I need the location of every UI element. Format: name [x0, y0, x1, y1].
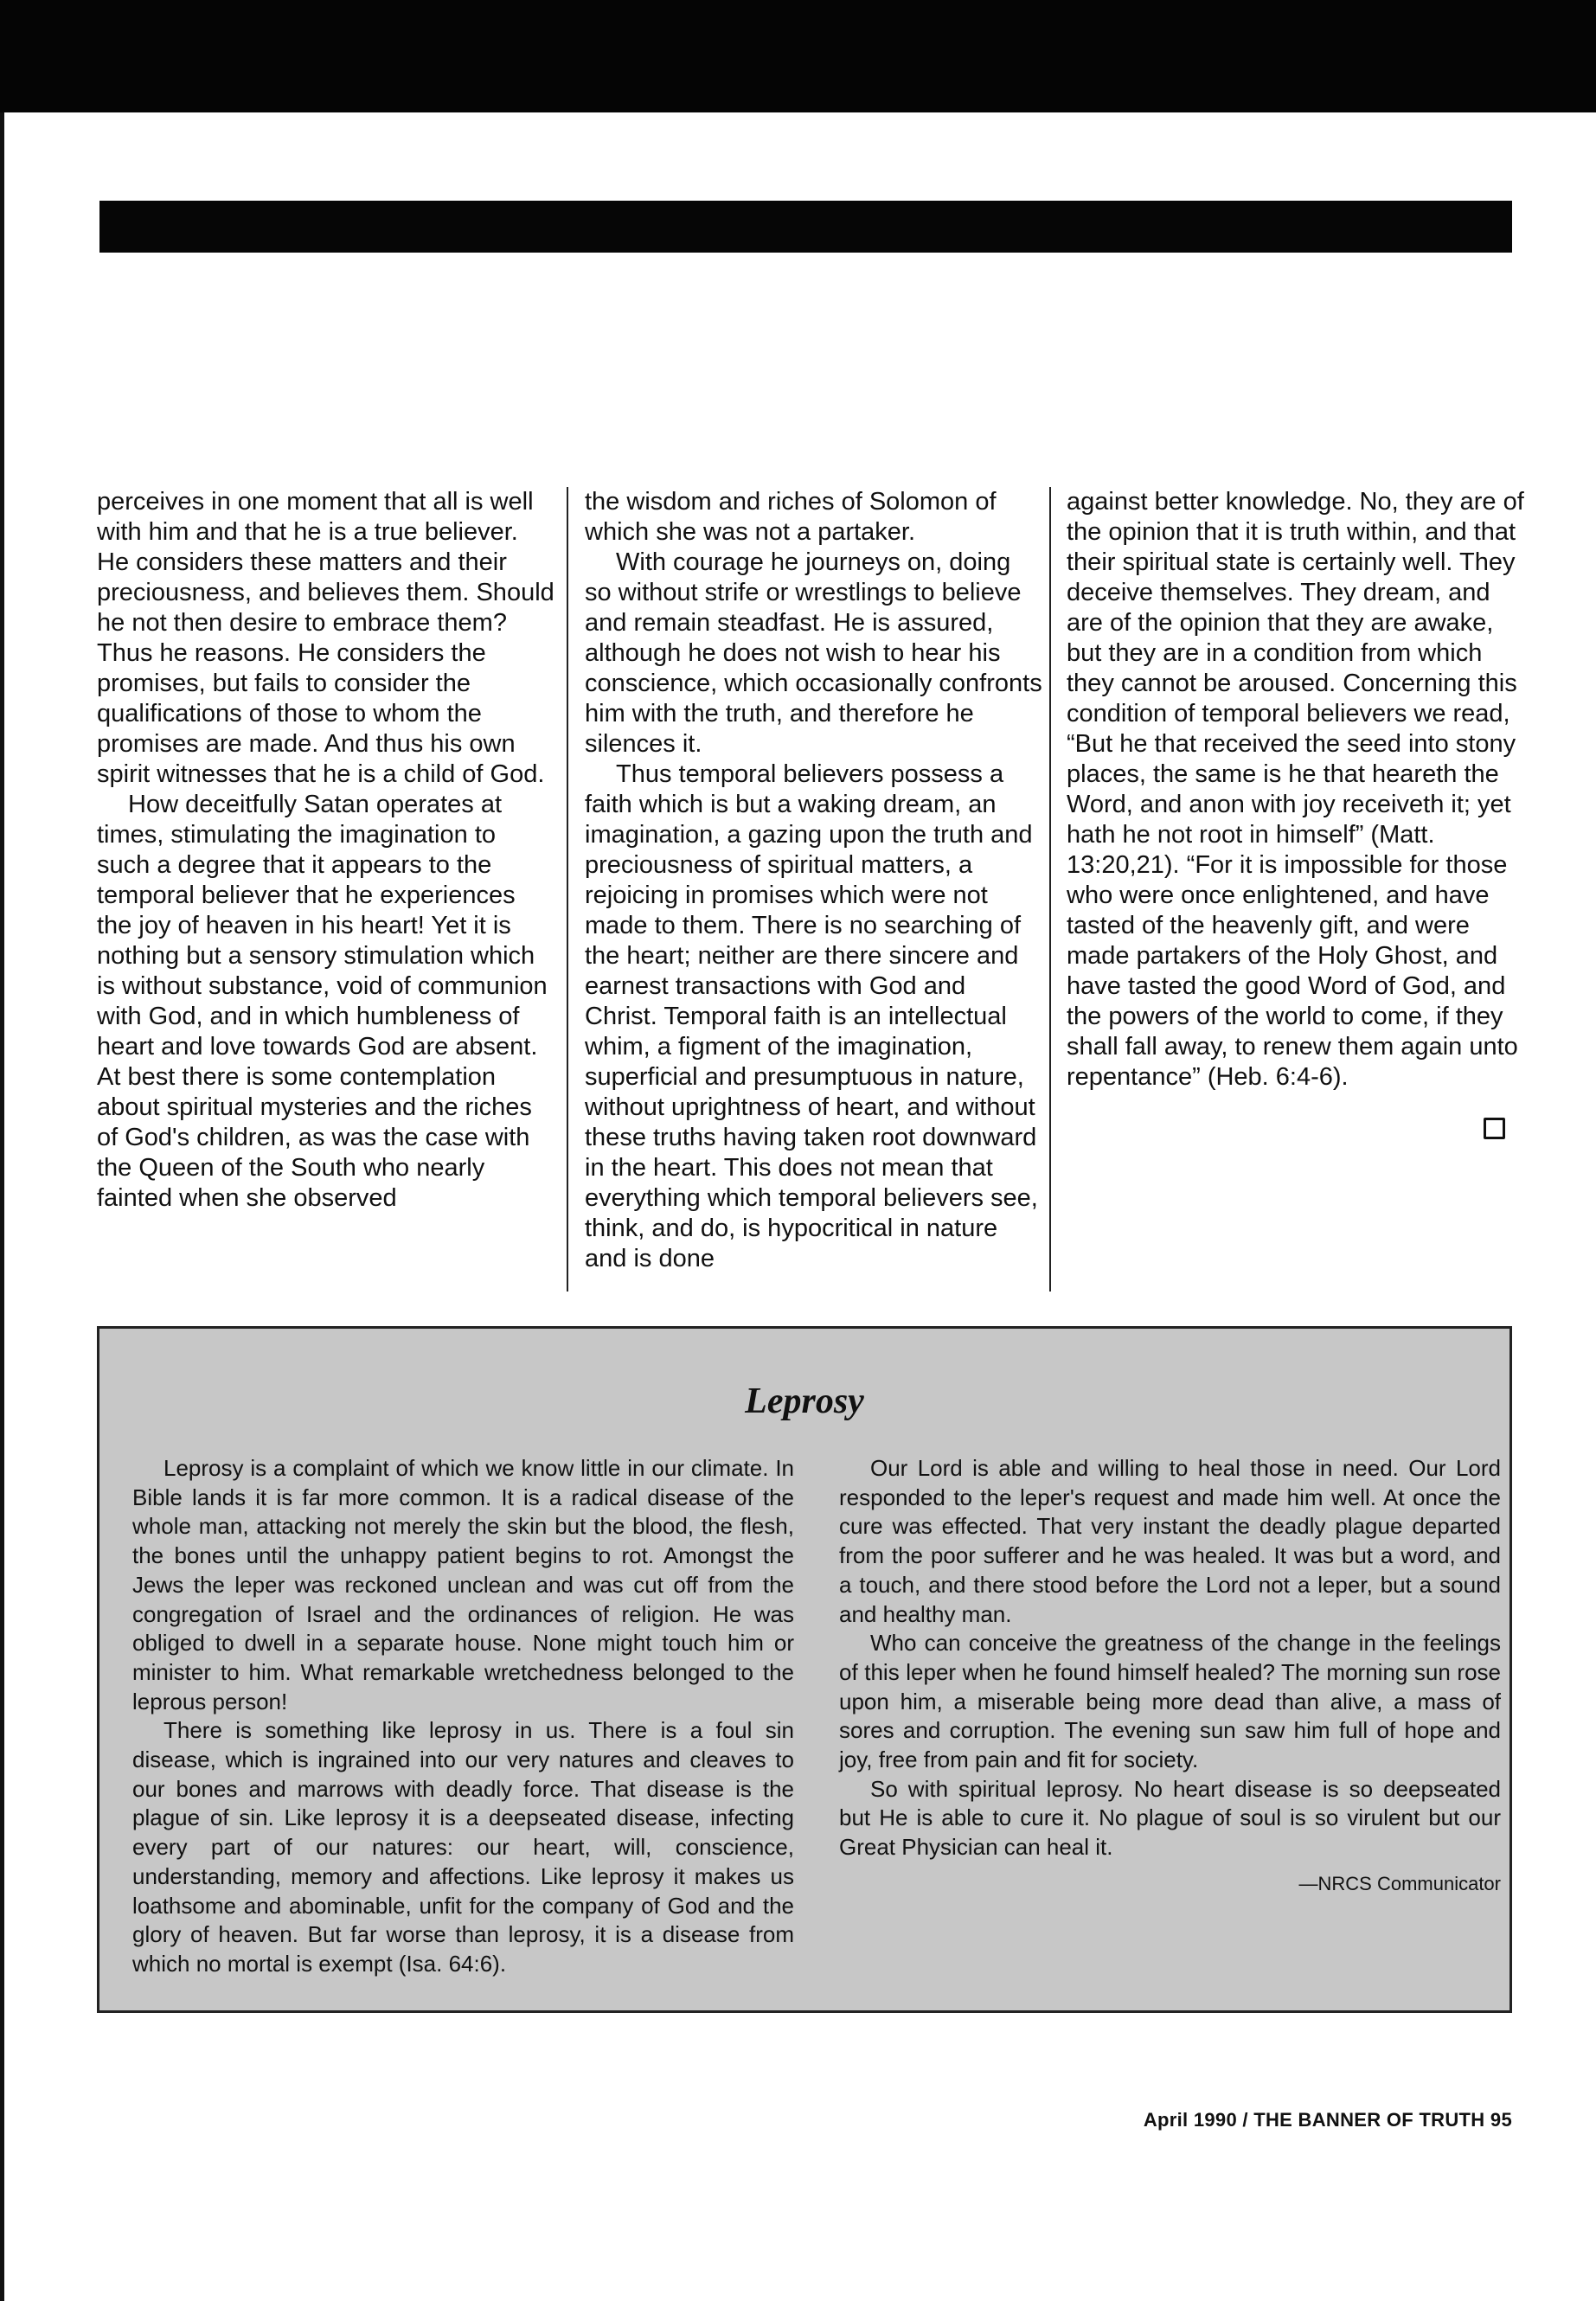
sidebar-box-leprosy: [97, 1326, 1512, 2013]
header-black-band: [99, 201, 1512, 253]
footer-page-number: 95: [1490, 2109, 1512, 2131]
paragraph: Leprosy is a complaint of which we know little in our climate. In Bible lands it is far more common. It is a radical disease of the whole man, attacking not merely the skin but the blood, the flesh, the bones until the unhappy patient begins to rot. Amongst the Jews the leper was reckoned unclean and was cut off from the congregation of Israel and the ordinances of religion. He was obliged to dwell in a separate house. None might touch him or minister to him. What remarkable wretchedness belonged to the leprous person!: [132, 1455, 794, 1715]
article-column-3: [1067, 487, 1525, 1093]
paragraph: perceives in one moment that all is well with him and that he is a true believer. He considers these matters and their preciousness, and believes them. Should he not then desire to embrace them? Thus he reasons. He considers the promises, but fails to consider the qualifications of those to whom the promises are made. And thus his own spirit witnesses that he is a child of God.: [97, 488, 554, 788]
paragraph: against better knowledge. No, they are of the opinion that it is truth within, and that their spiritual state is certainly well. They deceive themselves. They dream, and are of the opinion that they are awake, but they are in a condition from which they cannot be aroused. Concerning this condition of temporal believers we read, “But he that received the seed into stony places, the same is he that heareth the Word, and anon with joy receiveth it; yet hath he not root in himself” (Matt. 13:20,21). “For it is impossible for those who were once enlightened, and have tasted of the heavenly gift, and were made partakers of the Holy Ghost, and have tasted the good Word of God, and the powers of the world to come, if they shall fall away, to renew them again unto repentance” (Heb. 6:4-6).: [1067, 488, 1524, 1091]
paragraph: So with spiritual leprosy. No heart disease is so deepseated but He is able to cure it. No plague of soul is so virulent but our Great Physician can heal it.: [839, 1775, 1501, 1861]
sidebar-attribution: —NRCS Communicator: [1298, 1872, 1501, 1894]
column-divider: [567, 487, 568, 1292]
paragraph: Who can conceive the greatness of the change in the feelings of this leper when he found himself healed? The morning sun rose upon him, a miserable being more dead than alive, a mass of sores and corruption. The evening sun saw him full of hope and joy, free from pain and fit for society.: [839, 1630, 1501, 1773]
sidebar-column-left: [132, 1454, 794, 1979]
footer-date: April 1990: [1143, 2109, 1237, 2131]
paragraph: There is something like leprosy in us. There is a foul sin disease, which is ingrained into our very natures and cleaves to our bones and marrows with deadly force. That disease is the plague of sin. Like leprosy it is a deepseated disease, infecting every part of our natures: our heart, will, conscience, understanding, memory and affections. Like leprosy it makes us loathsome and abominable, unfit for the company of God and the glory of heaven. But far worse than leprosy, it is a disease from which no mortal is exempt (Isa. 64:6).: [132, 1717, 794, 1977]
sidebar-title: Leprosy: [745, 1381, 864, 1421]
paragraph: How deceitfully Satan operates at times, stimulating the imagination to such a degree that it appears to the temporal believer that he experiences the joy of heaven in his heart! Yet it is nothing but a sensory stimulation which is without substance, void of communion with God, and in which humbleness of heart and love towards God are absent. At best there is some contemplation about spiritual mysteries and the riches of God's children, as was the case with the Queen of the South who nearly fainted when she observed: [97, 791, 548, 1212]
paragraph: the wisdom and riches of Solomon of which she was not a partaker.: [585, 488, 997, 546]
scan-left-edge: [0, 112, 4, 2301]
scan-top-border: [0, 0, 1596, 112]
paragraph: Our Lord is able and willing to heal those in need. Our Lord responded to the leper's request and made him well. At once the cure was effected. That very instant the deadly plague departed from the poor sufferer and he was healed. It was but a word, and a touch, and there stood before the Lord not a leper, but a sound and healthy man.: [839, 1455, 1501, 1627]
column-divider: [1049, 487, 1051, 1292]
paragraph: Thus temporal believers possess a faith which is but a waking dream, an imagination, a gazing upon the truth and preciousness of spiritual matters, a rejoicing in promises which were not made to them. There is no searching of the heart; neither are there sincere and earnest transactions with God and Christ. Temporal faith is an intellectual whim, a figment of the imagination, superficial and presumptuous in nature, without uprightness of heart, and without these truths having taken root downward in the heart. This does not mean that everything which temporal believers see, think, and do, is hypocritical in nature and is done: [585, 760, 1038, 1272]
sidebar-column-right: [839, 1454, 1501, 1899]
paragraph: With courage he journeys on, doing so without strife or wrestlings to believe and remain steadfast. He is assured, although he does not wish to hear his conscience, which occasionally confronts him with the truth, and therefore he silences it.: [585, 548, 1042, 758]
article-column-1: [97, 487, 555, 1214]
footer-publication: / THE BANNER OF TRUTH: [1242, 2109, 1485, 2131]
end-of-article-box-icon: [1484, 1118, 1505, 1139]
page-footer: [1144, 2109, 1512, 2131]
article-column-2: [585, 487, 1043, 1274]
